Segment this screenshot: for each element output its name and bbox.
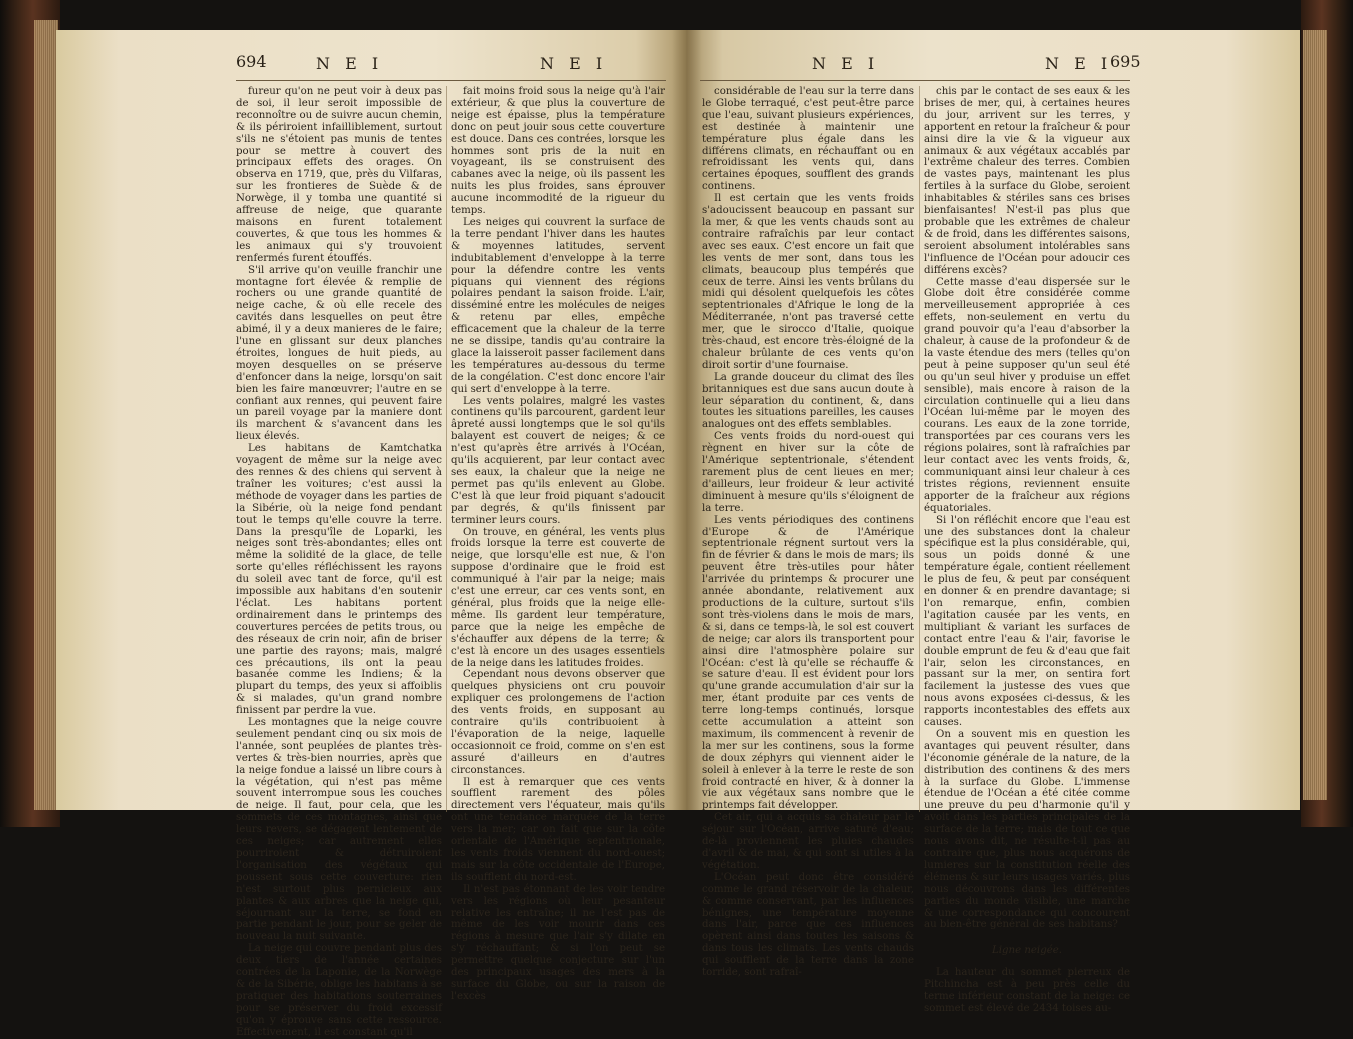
right-running-head-1: N E I xyxy=(812,54,880,73)
paragraph: chis par le contact de ses eaux & les brises de mer, qui, à certaines heures du jour, arrivent sur les terres, y apportent en retour la fraîcheur & pour ainsi dire la vie & la vigueur aux animaux & aux végétaux accablés par l'extrême chaleur des terres. Combien de vastes pays, maintenant les plus fertiles à la surface du Globe, seroient inhabitables & stériles sans ces brises bienfaisantes! N'est-il pas plus que probable que les extrêmes de chaleur & de froid, dans les différentes saisons, seroient absolument intolérables sans l'influence de l'Océan pour adoucir ces différens excès? xyxy=(924,86,1130,276)
left-header-rule xyxy=(236,80,666,81)
paragraph: Il n'est pas étonnant de les voir tendre vers les régions où leur pesanteur relative les entraîne; il ne l'est pas de même de les voir mourir dans ces régions à mesure que l'air s'y dilate en s'y réchauffant; & si l'on peut se permettre quelque conjecture sur l'un des principaux usages des mers à la surface du Globe, ou sur la raison de l'excès xyxy=(451,883,665,1002)
left-page-number: 694 xyxy=(236,52,267,71)
paragraph: Les vents polaires, malgré les vastes continens qu'ils parcourent, gardent leur âpreté aussi longtemps que le sol qu'ils balayent est couvert de neiges; & ce n'est qu'après être arrivés à l'Océan, qu'ils acquierent, par leur contact avec ses eaux, la chaleur que la neige ne permet pas qu'ils enlevent au Globe. C'est là que leur froid piquant s'adoucit par degrés, & qu'ils finissent par terminer leurs cours. xyxy=(451,395,665,526)
book-edge-right xyxy=(1301,0,1353,827)
paragraph: La neige qui couvre pendant plus des deux tiers de l'année certaines contrées de la Laponie, de la Norwège & de la Sibérie, oblige les habitans à se pratiquer des habitations souterraines pour se préserver du froid excessif qu'on y éprouve sans cette ressource. Effectivement, il est constant qu'il xyxy=(236,943,442,1038)
paragraph: Cette masse d'eau dispersée sur le Globe doit être considérée comme merveilleusement appropriée à ces effets, non-seulement en vertu du grand pouvoir qu'a l'eau d'absorber la chaleur, à cause de la profondeur & de la vaste étendue des mers (telles qu'on peut à peine supposer qu'un seul été ou qu'un seul hiver y produise un effet sensible), mais encore à raison de la circulation continuelle qui a lieu dans l'Océan lui-même par le moyen des courans. Les eaux de la zone torride, transportées par ces courans vers les régions polaires, sont là rafraîchies par leur contact avec les vents froids, &, communiquant ainsi leur chaleur à ces tristes régions, reviennent ensuite apporter de la fraîcheur aux régions équatoriales. xyxy=(924,276,1130,514)
paragraph: fureur qu'on ne peut voir à deux pas de soi, il leur seroit impossible de reconnoître ou de suivre aucun chemin, & ils périroient infailliblement, surtout s'ils ne s'étoient pas munis de tentes pour se mettre à couvert des principaux effets des orages. On observa en 1719, que, près du Vilfaras, sur les frontieres de Suède & de Norwège, il y tomba une quantité si affreuse de neige, que quarante maisons en furent totalement couvertes, & que tous les hommes & les animaux qui s'y trouvoient renfermés furent étouffés. xyxy=(236,86,442,264)
paragraph: L'Océan peut donc être considéré comme le grand réservoir de la chaleur, & comme conservant, par les influences bénignes, une température moyenne dans l'air, parce que ces influences opèrent ainsi dans toutes les saisons & dans tous les climats. Les vents chauds qui soufflent de la terre dans la zone torride, sont rafraî- xyxy=(702,871,914,979)
book-gutter xyxy=(672,30,702,810)
paragraph: La grande douceur du climat des îles britanniques est due sans aucun doute à leur séparation du continent, &, dans toutes les situations pareilles, les causes analogues ont des effets semblables. xyxy=(702,371,914,431)
left-page-column-2 xyxy=(451,86,665,1002)
paragraph: Si l'on réfléchit encore que l'eau est une des substances dont la chaleur spécifique est la plus considérable, qui, sous un poids donné & une température égale, contient réellement le plus de feu, & peut par conséquent en donner & en prendre davantage; si l'on remarque, enfin, combien l'agitation causée par les vents, en multipliant & variant les surfaces de contact entre l'eau & l'air, favorise le double emprunt de feu & d'eau que fait l'air, selon les circonstances, en passant sur la mer, on sentira fort facilement la justesse des vues que nous avons exposées ci-dessus, & les rapports incontestables des effets aux causes. xyxy=(924,514,1130,729)
paragraph: La hauteur du sommet pierreux de Pitchincha est à peu près celle du terme inférieur constant de la neige: ce sommet est élevé de 2434 toises au- xyxy=(924,967,1130,1014)
paragraph: Les neiges qui couvrent la surface de la terre pendant l'hiver dans les hautes & moyennes latitudes, servent indubitablement d'enveloppe à la terre pour la défendre contre les vents piquans qui viennent des régions polaires pendant la saison froide. L'air, disséminé entre les molécules de neiges & retenu par elles, empêche efficacement que la chaleur de la terre ne se dissipe, tandis qu'au contraire la glace la laisseroit passer facilement dans les températures au-dessous du terme de la congélation. C'est donc encore l'air qui sert d'enveloppe à la terre. xyxy=(451,216,665,395)
left-running-head-2: N E I xyxy=(540,54,608,73)
left-running-head-1: N E I xyxy=(316,54,384,73)
right-running-head-2: N E I xyxy=(1045,54,1113,73)
paragraph: fait moins froid sous la neige qu'à l'air extérieur, & que plus la couverture de neige est épaisse, plus la température donc on peut jouir sous cette couverture est douce. Dans ces contrées, lorsque les hommes sont pris de la nuit en voyageant, ils se construisent des cabanes avec la neige, où ils passent les nuits les plus froides, sans éprouver aucune incommodité de la rigueur du temps. xyxy=(451,86,665,217)
right-page-column-2 xyxy=(924,86,1130,1014)
paragraph: Les vents périodiques des continens d'Europe & de l'Amérique septentrionale régnent surtout vers la fin de février & dans le mois de mars; ils peuvent être très-utiles pour hâter l'arrivée du printemps & procurer une année abondante, relativement aux productions de la culture, surtout s'ils sont très-violens dans le mois de mars, & si, dans ce temps-là, le sol est couvert de neige; car alors ils transportent pour ainsi dire l'atmosphère polaire sur l'Océan: c'est là qu'elle se réchauffe & se sature d'eau. Il est évident pour lors qu'une grande accumulation d'air sur la mer, étant produite par ces vents de terre long-temps continués, lorsque cette accumulation a atteint son maximum, ils commencent à revenir de la mer sur les continens, sous la forme de doux zéphyrs qui viennent aider le soleil à enlever à la terre le reste de son froid contracté en hiver, & à donner la vie aux végétaux sans nombre que le printemps fait développer. xyxy=(702,514,914,812)
paragraph: On a souvent mis en question les avantages qui peuvent résulter, dans l'économie générale de la nature, de la distribution des continens & des mers à la surface du Globe. L'immense étendue de l'Océan a été citée comme une preuve du peu d'harmonie qu'il y avoit dans les parties principales de la surface de la terre; mais de tout ce que nous avons dit, ne résulte-t-il pas au contraire que, plus nous acquérons de lumieres sur la constitution réelle des élémens & sur leurs usages variés, plus nous découvrons dans les différentes parties du monde visible, une marche & une correspondance qui concourent au bien-être général de ses habitans? xyxy=(924,728,1130,931)
paragraph: On trouve, en général, les vents plus froids lorsque la terre est couverte de neige, que lorsqu'elle est nue, & l'on suppose d'ordinaire que le froid est communiqué à l'air par la neige; mais c'est une erreur, car ces vents sont, en général, plus froids que la neige elle-même. Ils gardent leur température, parce que la neige les empêche de s'échauffer aux dépens de la terre; & c'est là encore un des usages essentiels de la neige dans les latitudes froides. xyxy=(451,526,665,669)
paragraph: Il est à remarquer que ces vents soufflent rarement des pôles directement vers l'équateur, mais qu'ils ont une tendance marquée de la terre vers la mer; car on fait que sur la côte orientale de l'Amérique septentrionale, les vents froids viennent du nord-ouest; mais sur la côte occidentale de l'Europe, ils soufflent du nord-est. xyxy=(451,776,665,883)
left-page-column-1 xyxy=(236,86,442,1038)
right-column-rule xyxy=(919,86,920,812)
right-page-number: 695 xyxy=(1110,52,1141,71)
right-page-column-1 xyxy=(702,86,914,979)
paragraph: considérable de l'eau sur la terre dans le Globe terraqué, c'est peut-être parce que l'eau, suivant plusieurs expériences, est destinée à maintenir une température plus égale dans les différens climats, en réchauffant ou en refroidissant les vents qui, dans certaines époques, soufflent des grands continens. xyxy=(702,86,914,193)
right-header-rule xyxy=(700,80,1130,81)
paragraph: Cet air, qui a acquis sa chaleur par le séjour sur l'Océan, arrive saturé d'eau; de-là proviennent les pluies chaudes d'avril & de mai, & qui sont si utiles à la végétation. xyxy=(702,812,914,871)
book-edge-left xyxy=(0,0,60,827)
paragraph: Cependant nous devons observer que quelques physiciens ont cru pouvoir expliquer ces prolongemens de l'action des vents froids, en supposant au contraire qu'ils contribuoient à l'évaporation de la neige, laquelle occasionnoit ce froid, comme on s'en est assuré d'ailleurs en d'autres circonstances. xyxy=(451,669,665,776)
paragraph: Les habitans de Kamtchatka voyagent de même sur la neige avec des rennes & des chiens qui servent à traîner les voitures; c'est aussi la méthode de voyager dans les parties de la Sibérie, où la neige fond pendant tout le temps qu'elle couvre la terre. Dans la presqu'île de Loparki, les neiges sont très-abondantes; elles ont même la solidité de la glace, de telle sorte qu'elles réfléchissent les rayons du soleil avec tant de force, qu'il est impossible aux habitans d'en soutenir l'éclat. Les habitans portent ordinairement dans le printemps des couvertures percées de petits trous, ou des réseaux de crin noir, afin de briser une partie des rayons; mais, malgré ces précautions, ils ont la peau basanée comme les Indiens; & la plupart du temps, des yeux si affoiblis & si malades, qu'un grand nombre finissent par perdre la vue. xyxy=(236,443,442,717)
paragraph: Ces vents froids du nord-ouest qui règnent en hiver sur la côte de l'Amérique septentrionale, s'étendent rarement plus de cent lieues en mer; d'ailleurs, leur froideur & leur activité diminuent à mesure qu'ils s'éloignent de la terre. xyxy=(702,431,914,514)
paragraph: Il est certain que les vents froids s'adoucissent beaucoup en passant sur la mer, & que les vents chauds sont au contraire rafraîchis par leur contact avec ses eaux. C'est encore un fait que les vents de mer sont, dans tous les climats, beaucoup plus tempérés que ceux de terre. Ainsi les vents brûlans du midi qui désolent quelquefois les côtes septentrionales d'Afrique le long de la Méditerranée, n'ont pas traversé cette mer, que le sirocco d'Italie, quoique très-chaud, est encore très-éloigné de la chaleur brûlante de ces vents qu'on diroit sortir d'une fournaise. xyxy=(702,193,914,371)
paragraph: Les montagnes que la neige couvre seulement pendant cinq ou six mois de l'année, sont peuplées de plantes très-vertes & très-bien nourries, après que la neige fondue a laissé un libre cours à la végétation, qui n'est pas même souvent interrompue sous les couches de neige. Il faut, pour cela, que les sommets de ces montagnes, ainsi que leurs revers, se dégagent lentement de ces neiges; car autrement elles pourriroient & détruiroient l'organisation des végétaux qui poussent sous cette couverture: rien n'est surtout plus pernicieux aux plantes & aux arbres que la neige qui, séjournant sur la terre, se fond en partie pendant le jour, pour se geler de nouveau la nuit suivante. xyxy=(236,717,442,943)
section-subheading: Ligne neigée. xyxy=(991,945,1063,957)
left-column-rule xyxy=(446,86,447,812)
paragraph: S'il arrive qu'on veuille franchir une montagne fort élevée & remplie de rochers ou une grande quantité de neige cache, & où elle recele des cavités dans lesquelles on peut être abimé, il y a deux manieres de le faire; l'une en glissant sur deux planches étroites, longues de huit pieds, au moyen desquelles on se préserve d'enfoncer dans la neige, lorsqu'on sait bien les faire manœuvrer; l'autre en se confiant aux rennes, qui peuvent faire un pareil voyage par la maniere dont ils marchent & s'avancent dans les lieux élevés. xyxy=(236,264,442,443)
